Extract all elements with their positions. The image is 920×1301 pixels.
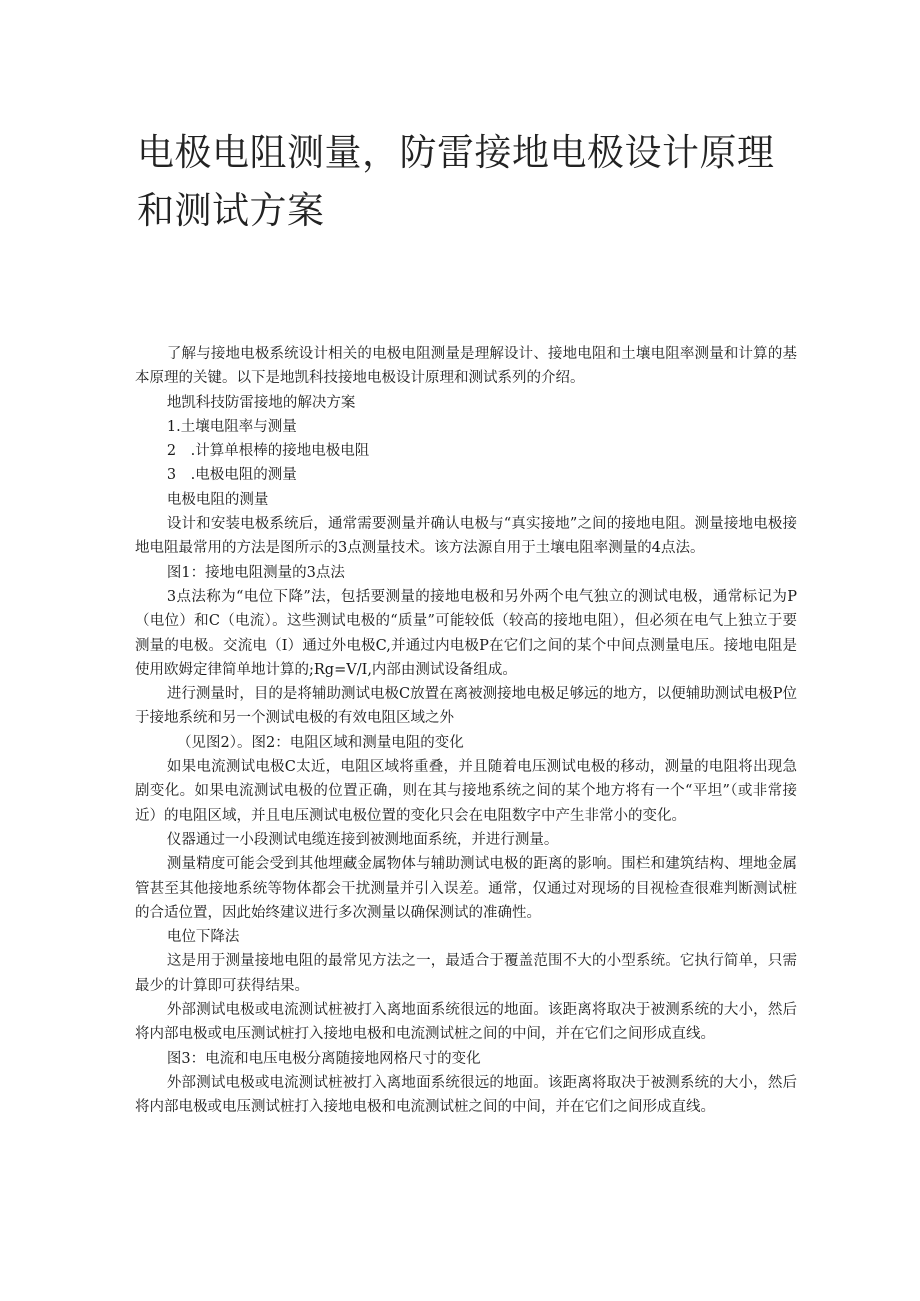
paragraph-outer-electrode: 外部测试电极或电流测试桩被打入离地面系统很远的地面。该距离将取决于被测系统的大小，然后将内部电极或电压测试桩打入接地电极和电流测试桩之间的中间，并在它们之间形成直线。 — [135, 1002, 797, 1043]
document-body — [135, 342, 797, 1120]
paragraph-3-point-intro: 设计和安装电极系统后，通常需要测量并确认电极与“真实接地”之间的接地电阻。测量接地电极接地电阻最常用的方法是图所示的3点测量技术。该方法源自用于土壤电阻率测量的4点法。 — [135, 516, 797, 557]
paragraph-instrument: 仪器通过一小段测试电缆连接到被测地面系统，并进行测量。 — [166, 831, 559, 848]
section-heading-electrode-measurement: 电极电阻的测量 — [166, 491, 269, 508]
paragraph-fall-of-potential: 3点法称为“电位下降”法，包括要测量的接地电极和另外两个电气独立的测试电极，通常标记为P（电位）和C（电流）。这些测试电极的“质量”可能较低（较高的接地电阻），但必须在电气上独立于要测量的电极。交流电（I）通过外电极C,并通过内电极P在它们之间的某个中间点测量电压。接地电阻是使用欧姆定律简单地计算的;Rg=V/I,内部由测试设备组成。 — [135, 588, 797, 678]
paragraph-common-method: 这是用于测量接地电阻的最常见方法之一，最适合于覆盖范围不大的小型系统。它执行简单，只需最少的计算即可获得结果。 — [135, 953, 797, 994]
paragraph-outer-electrode-repeat: 外部测试电极或电流测试桩被打入离地面系统很远的地面。该距离将取决于被测系统的大小，然后将内部电极或电压测试桩打入接地电极和电流测试桩之间的中间，并在它们之间形成直线。 — [135, 1074, 797, 1116]
list-item-soil-resistivity: 1.土壤电阻率与测量 — [166, 418, 297, 435]
figure-2-caption: （见图2）。图2：电阻区域和测量电阻的变化 — [177, 734, 464, 751]
paragraph-overlap: 如果电流测试电极C太近，电阻区域将重叠，并且随着电压测试电极的移动，测量的电阻将出现急剧变化。如果电流测试电极的位置正确，则在其与接地系统之间的某个地方将有一个“平坦”（或非常接近）的电阻区域，并且电压测试电极位置的变化只会在电阻数字中产生非常小的变化。 — [135, 759, 797, 824]
list-item-single-rod: 2 .计算单根棒的接地电极电阻 — [166, 443, 370, 460]
paragraph-accuracy: 测量精度可能会受到其他埋藏金属物体与辅助测试电极的距离的影响。围栏和建筑结构、埋地金属管甚至其他接地系统等物体都会干扰测量并引入误差。通常，仅通过对现场的目视检查很难判断测试桩的合适位置，因此始终建议进行多次测量以确保测试的准确性。 — [135, 856, 797, 921]
solutions-heading: 地凯科技防雷接地的解决方案 — [166, 394, 356, 411]
intro-paragraph: 了解与接地电极系统设计相关的电极电阻测量是理解设计、接地电阻和土壤电阻率测量和计算的基本原理的关键。以下是地凯科技接地电极设计原理和测试系列的介绍。 — [135, 346, 797, 387]
list-item-electrode-measurement: 3 .电极电阻的测量 — [166, 467, 297, 484]
section-heading-fall-of-potential: 电位下降法 — [166, 929, 240, 946]
paragraph-auxiliary-electrode: 进行测量时，目的是将辅助测试电极C放置在离被测接地电极足够远的地方，以便辅助测试电极P位于接地系统和另一个测试电极的有效电阻区域之外 — [135, 686, 797, 727]
figure-3-caption: 图3：电流和电压电极分离随接地网格尺寸的变化 — [166, 1050, 481, 1067]
document-title: 电极电阻测量，防雷接地电极设计原理和测试方案 — [137, 131, 775, 232]
figure-1-caption: 图1：接地电阻测量的3点法 — [166, 564, 345, 581]
